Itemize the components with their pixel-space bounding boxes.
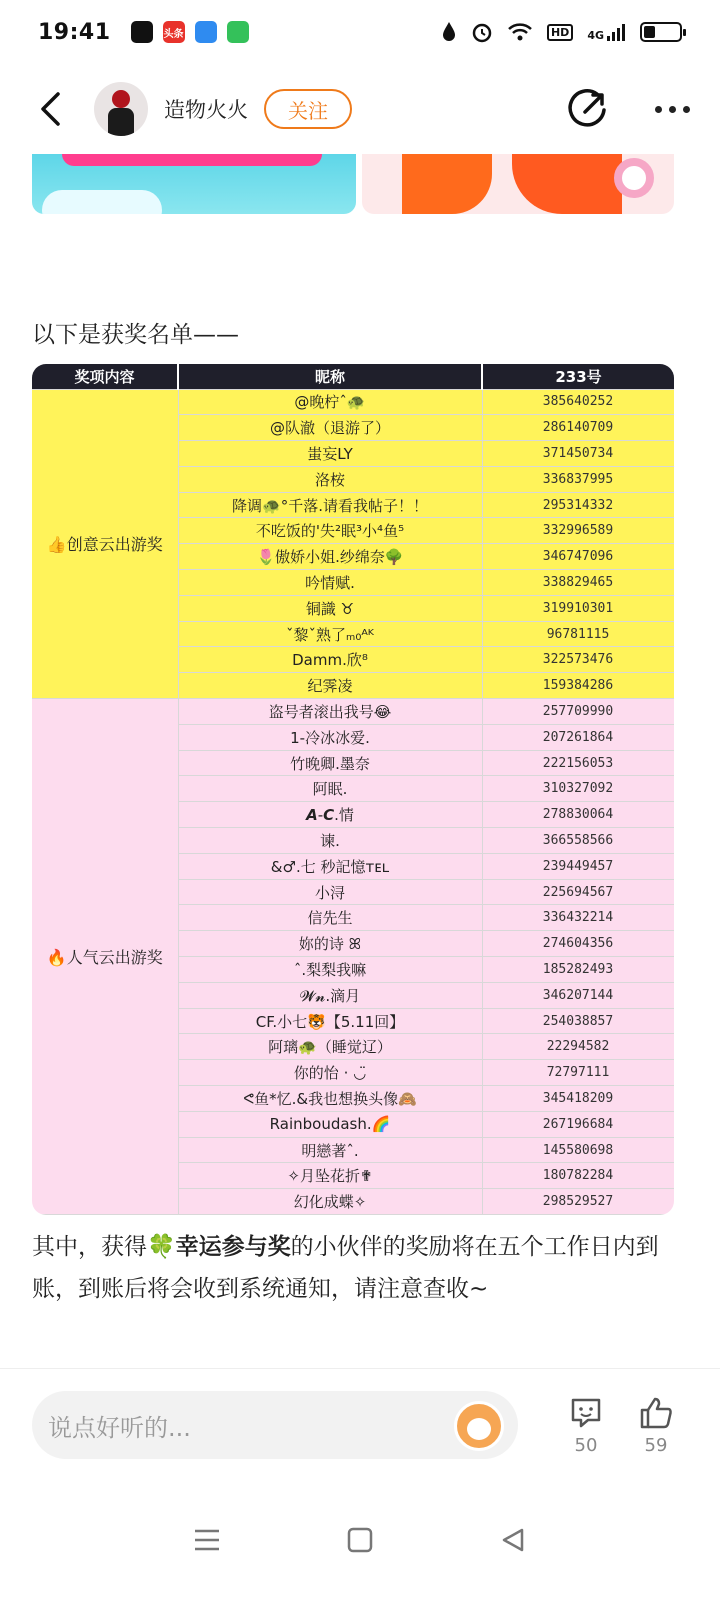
- winner-id: 22294582: [482, 1034, 674, 1060]
- back-arrow-icon: [38, 91, 62, 127]
- winner-nickname: @晚柠ˆ🐢: [178, 389, 482, 415]
- winner-nickname: 吟情赋.: [178, 570, 482, 596]
- award-category: 👍创意云出游奖: [32, 389, 178, 699]
- winner-nickname: 盗号者滚出我号😂: [178, 699, 482, 725]
- back-nav-button[interactable]: [493, 1520, 533, 1560]
- winner-id: 336432214: [482, 905, 674, 931]
- back-triangle-icon: [500, 1527, 526, 1553]
- winner-id: 319910301: [482, 595, 674, 621]
- alarm-icon: [471, 21, 493, 43]
- blue-app-icon: [195, 21, 217, 43]
- winner-id: 385640252: [482, 389, 674, 415]
- winner-nickname: 铜識 ♉: [178, 595, 482, 621]
- winner-id: 207261864: [482, 724, 674, 750]
- hd-badge: HD: [547, 24, 573, 41]
- winner-nickname: CF.小七🐯【5.11回】: [178, 1008, 482, 1034]
- note-suffix: 的小伙伴的奖励将在五个工作日内到账，到账后将会收到系统通知，请注意查收~: [32, 1234, 659, 1302]
- winner-id: 338829465: [482, 570, 674, 596]
- comment-count: 50: [574, 1435, 598, 1456]
- network-label: [587, 22, 626, 42]
- note-prefix: 其中，获得🍀: [32, 1234, 176, 1260]
- banner-image-left[interactable]: [32, 154, 356, 214]
- table-row: [32, 389, 674, 415]
- header-category: 奖项内容: [32, 364, 178, 389]
- comment-input[interactable]: [32, 1391, 518, 1459]
- status-bar: [0, 0, 720, 64]
- winner-nickname: 🌷傲娇小姐.纱绵奈🌳: [178, 544, 482, 570]
- winner-id: 366558566: [482, 828, 674, 854]
- note-highlight: 幸运参与奖: [175, 1234, 291, 1260]
- menu-nav-button[interactable]: [187, 1520, 227, 1560]
- follow-button[interactable]: 关注: [264, 89, 352, 129]
- winner-id: 239449457: [482, 853, 674, 879]
- toutiao-icon: 头条: [163, 21, 185, 43]
- winner-id: 345418209: [482, 1086, 674, 1112]
- menu-icon: [194, 1528, 220, 1552]
- header-id: 233号: [482, 364, 674, 389]
- winner-nickname: @队澈（退游了）: [178, 415, 482, 441]
- winner-id: 145580698: [482, 1137, 674, 1163]
- winner-id: 267196684: [482, 1111, 674, 1137]
- winner-nickname: 竹晚卿.墨奈: [178, 750, 482, 776]
- intro-text: 以下是获奖名单——: [32, 322, 239, 348]
- comment-icon: [568, 1395, 604, 1431]
- winner-id: 295314332: [482, 492, 674, 518]
- home-square-icon: [347, 1527, 373, 1553]
- winner-id: 274604356: [482, 931, 674, 957]
- winner-id: 298529527: [482, 1189, 674, 1215]
- comment-placeholder: 说点好听的...: [48, 1413, 191, 1442]
- winner-nickname: &♂.七 秒記憶ᴛᴇʟ: [178, 853, 482, 879]
- winner-nickname: ᕙ鱼*忆.&我也想换头像🙈: [178, 1086, 482, 1112]
- winner-id: 346747096: [482, 544, 674, 570]
- comment-bar: [0, 1368, 720, 1480]
- winner-nickname: 1-冷冰冰爱.: [178, 724, 482, 750]
- winner-id: 346207144: [482, 982, 674, 1008]
- status-indicators: [441, 21, 682, 43]
- winner-id: 159384286: [482, 673, 674, 699]
- winner-id: 185282493: [482, 957, 674, 983]
- status-app-icons: [131, 21, 249, 43]
- winner-nickname: 你的怡 · ◡̈: [178, 1060, 482, 1086]
- winner-id: 225694567: [482, 879, 674, 905]
- back-button[interactable]: [30, 89, 70, 129]
- winner-id: 336837995: [482, 466, 674, 492]
- home-nav-button[interactable]: [340, 1520, 380, 1560]
- winner-id: 222156053: [482, 750, 674, 776]
- winner-id: 310327092: [482, 776, 674, 802]
- winner-nickname: 信先生: [178, 905, 482, 931]
- share-icon[interactable]: [567, 88, 609, 130]
- header-nickname: 昵称: [178, 364, 482, 389]
- like-button[interactable]: [638, 1395, 674, 1456]
- comment-button[interactable]: [568, 1395, 604, 1456]
- thumbs-up-icon: [638, 1395, 674, 1431]
- winner-id: 72797111: [482, 1060, 674, 1086]
- winner-id: 332996589: [482, 518, 674, 544]
- winner-nickname: ✧月坠花折✟: [178, 1163, 482, 1189]
- winner-nickname: 降调🐢°千落.请看我帖子！！: [178, 492, 482, 518]
- wifi-icon: [507, 22, 533, 42]
- winner-nickname: 妳的诗 ꕤ: [178, 931, 482, 957]
- author-avatar[interactable]: [94, 82, 148, 136]
- award-category: 🔥人气云出游奖: [32, 699, 178, 1215]
- like-count: 59: [644, 1435, 668, 1456]
- winner-nickname: 洛桉: [178, 466, 482, 492]
- winner-id: 180782284: [482, 1163, 674, 1189]
- note-text: [32, 1226, 672, 1310]
- status-time: 19:41: [38, 19, 111, 45]
- winner-nickname: 蚩妄LY: [178, 441, 482, 467]
- banner-image-right[interactable]: [362, 154, 674, 214]
- system-nav-bar: [0, 1480, 720, 1600]
- winner-id: 96781115: [482, 621, 674, 647]
- winner-nickname: 阿璃🐢（睡觉辽）: [178, 1034, 482, 1060]
- battery-icon: [640, 22, 682, 42]
- winner-nickname: ˆ.梨梨我嘛: [178, 957, 482, 983]
- winner-id: 371450734: [482, 441, 674, 467]
- winner-id: 254038857: [482, 1008, 674, 1034]
- winner-nickname: Rainboudash.🌈: [178, 1111, 482, 1137]
- winner-nickname: 𝓦𝓷.滴月: [178, 982, 482, 1008]
- table-row: [32, 699, 674, 725]
- award-table: [32, 364, 674, 1215]
- winner-nickname: ˇ黎ˇ熟了ₘ₀ᴬᴷ: [178, 621, 482, 647]
- winner-nickname: 小浔: [178, 879, 482, 905]
- author-name[interactable]: 造物火火: [164, 98, 248, 122]
- wechat-icon: [131, 21, 153, 43]
- drop-icon: [441, 21, 457, 43]
- winner-nickname: 阿眠.: [178, 776, 482, 802]
- winner-id: 286140709: [482, 415, 674, 441]
- winner-id: 322573476: [482, 647, 674, 673]
- winner-nickname: 𝘼-𝘾.情: [178, 802, 482, 828]
- more-options-button[interactable]: [655, 106, 690, 113]
- winner-nickname: 谏.: [178, 828, 482, 854]
- top-nav: [0, 64, 720, 154]
- winner-nickname: 纪霁凌: [178, 673, 482, 699]
- signal-icon: [606, 22, 626, 42]
- network-type: 4G: [587, 29, 604, 42]
- emoji-sticker-icon[interactable]: [454, 1401, 504, 1451]
- table-header-row: [32, 364, 674, 389]
- winner-id: 257709990: [482, 699, 674, 725]
- winner-id: 278830064: [482, 802, 674, 828]
- winner-nickname: 幻化成蝶✧: [178, 1189, 482, 1215]
- winner-nickname: 不吃饭的'失²眠³小⁴鱼⁵: [178, 518, 482, 544]
- winner-nickname: Damm.欣⁸: [178, 647, 482, 673]
- green-app-icon: [227, 21, 249, 43]
- winner-nickname: 明戀著ˆ.: [178, 1137, 482, 1163]
